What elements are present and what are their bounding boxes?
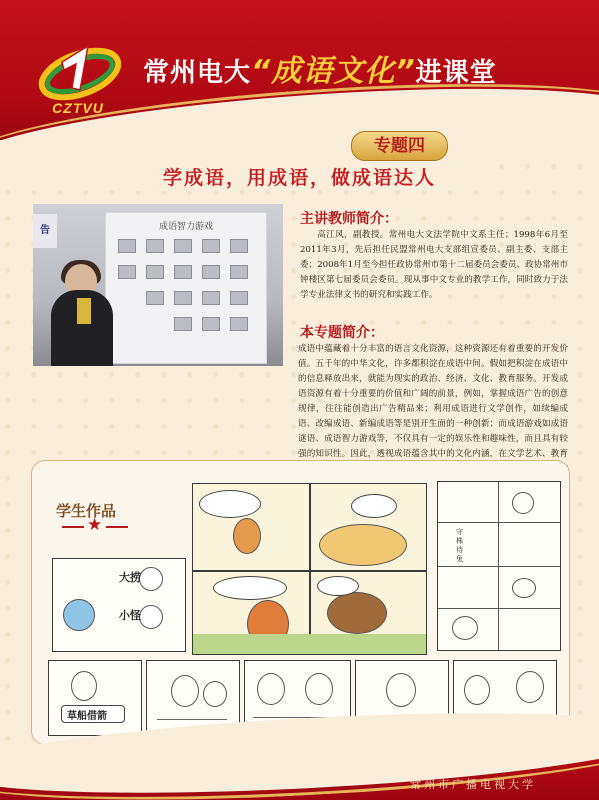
screen-cell bbox=[202, 239, 220, 253]
rabbit-sketch bbox=[512, 578, 536, 598]
character-sketch bbox=[516, 671, 544, 703]
panel-divider bbox=[438, 566, 560, 567]
teacher-paragraph bbox=[300, 228, 568, 303]
panda-sketch bbox=[139, 567, 163, 591]
blue-character-sketch bbox=[63, 599, 95, 631]
rabbit-sketch bbox=[452, 616, 478, 640]
teacher-scarf bbox=[77, 298, 91, 324]
topic-badge: 专题四 bbox=[351, 131, 448, 161]
screen-cell bbox=[202, 317, 220, 331]
character-sketch bbox=[305, 673, 333, 705]
rabbit-sketch bbox=[512, 492, 534, 514]
title-accent: “成语文化” bbox=[251, 54, 416, 89]
screen-cell bbox=[174, 265, 192, 279]
footer-org: 常州市广播电视大学 bbox=[410, 778, 536, 791]
panel-divider bbox=[193, 570, 426, 572]
title-suffix: 进课堂 bbox=[415, 58, 497, 88]
star-rule-left bbox=[62, 526, 84, 528]
panel-divider bbox=[438, 522, 560, 523]
comic-caption: 草船借箭 bbox=[67, 711, 107, 722]
screen-cell bbox=[174, 291, 192, 305]
comic-label-small: 小怪 bbox=[119, 609, 141, 622]
screen-cell bbox=[118, 265, 136, 279]
panel-divider bbox=[309, 484, 311, 654]
screen-cell bbox=[174, 239, 192, 253]
sketch-line bbox=[157, 719, 227, 720]
character-sketch bbox=[71, 671, 97, 701]
grass-strip bbox=[193, 634, 426, 654]
speech-bubble bbox=[213, 576, 287, 600]
speech-bubble bbox=[317, 576, 359, 596]
logo-text: CZTVU bbox=[52, 100, 104, 116]
star-icon: ★ bbox=[87, 515, 103, 535]
comic-strip-panel-1 bbox=[48, 660, 142, 736]
works-title: 学生作品 bbox=[56, 502, 117, 520]
comic-fox-tiger-panel bbox=[192, 483, 427, 655]
character-sketch bbox=[257, 673, 285, 705]
teacher-heading: 主讲教师简介： bbox=[300, 211, 398, 227]
screen-cell bbox=[230, 291, 248, 305]
tiger-sketch bbox=[319, 524, 407, 566]
character-sketch bbox=[203, 681, 227, 707]
character-sketch bbox=[464, 675, 490, 705]
panda-sketch bbox=[139, 605, 163, 629]
screen-cell bbox=[230, 239, 248, 253]
star-rule-right bbox=[106, 526, 128, 528]
screen-cell bbox=[202, 265, 220, 279]
speech-bubble bbox=[199, 490, 261, 518]
screen-cell bbox=[146, 291, 164, 305]
screen-cell bbox=[146, 265, 164, 279]
screen-cell bbox=[174, 317, 192, 331]
screen-title: 成语智力游戏 bbox=[158, 222, 213, 232]
title-prefix: 常州电大 bbox=[143, 58, 252, 88]
comic-panda-panel bbox=[52, 558, 186, 652]
screen-cell bbox=[118, 239, 136, 253]
topic-subtitle: 学成语，用成语，做成语达人 bbox=[162, 167, 436, 189]
topic-intro-text: 成语中蕴藏着十分丰富的语言文化资源，这种资源还有着重要的开发价值。五千年的中华文化，许多都积淀在成语中间。假如把积淀在成语中的信息释放出来，就能为现实的政治、经济、文化、教育服务。开发成语资源有着十分重要的价值和广阔的前景，例如，掌握成语广告的创意规律，往往能创造出广告精品来；利用成语进行文学创作，如续编成语、改编成语、新编成语等是别开生面的一种创新；而成语游戏如成语谜语、成语智力游戏等，不仅具有一定的娱乐性和趣味性，而且具有较强的知识性。因此，透视成语蕴含其中的文化内涵，在文学艺术、教育 bbox=[298, 344, 568, 459]
photo-side-sign: 告 bbox=[33, 214, 57, 248]
teacher-text: 高江风，副教授。常州电大文法学院中文系主任；1998年6月至2011年3月，先后担任民盟常州电大支部组宣委员、副主委、支部主委；2008年1月至今担任政协常州市第十二届委员会委员、政协常州市钟楼区第七届委员会委员。现从事中文专业的教学工作，同时致力于法学专业法律文书的研究和实践工作。 bbox=[300, 230, 568, 300]
character-sketch bbox=[171, 675, 199, 707]
screen-cell bbox=[230, 317, 248, 331]
panel-divider bbox=[438, 608, 560, 609]
fox-sketch bbox=[233, 518, 261, 554]
screen-cell bbox=[230, 265, 248, 279]
screen-cell bbox=[202, 291, 220, 305]
comic-rabbit-panel bbox=[437, 481, 561, 651]
page-title bbox=[143, 46, 497, 90]
comic-vertical-caption: 守株待兔 bbox=[456, 528, 463, 563]
character-sketch bbox=[386, 673, 416, 707]
speech-bubble bbox=[351, 494, 397, 518]
animal-sketch bbox=[327, 592, 387, 634]
screen-cell bbox=[146, 239, 164, 253]
topic-intro-heading: 本专题简介： bbox=[300, 325, 384, 341]
comic-label-big: 大捞 bbox=[119, 571, 141, 584]
